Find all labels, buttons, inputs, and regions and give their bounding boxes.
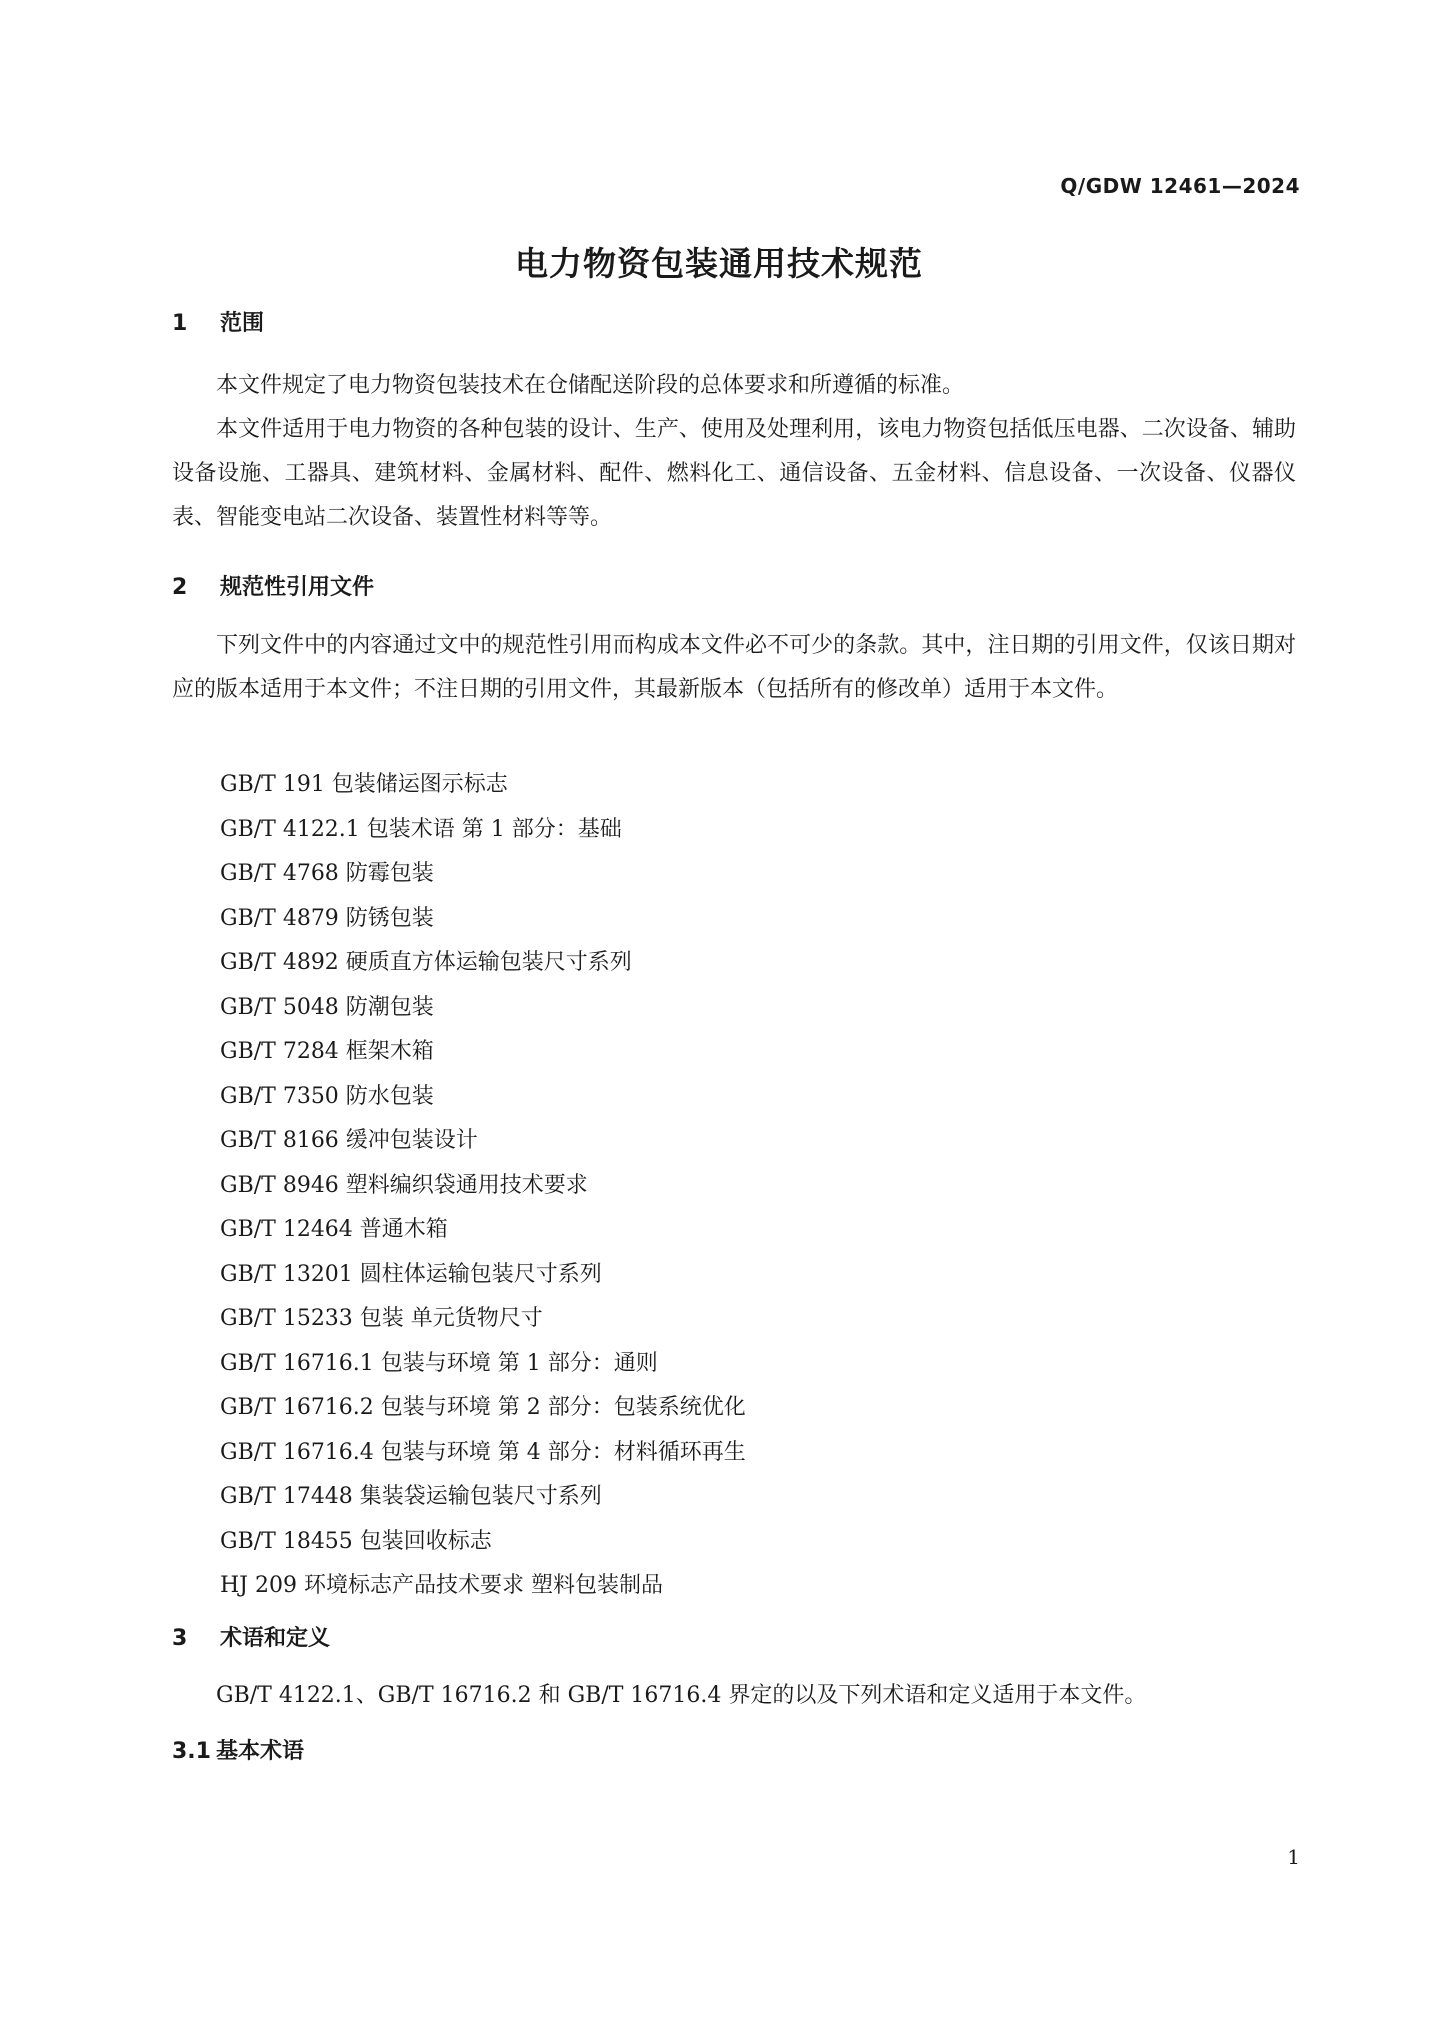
section-3-1-heading <box>172 1734 304 1765</box>
reference-item: GB/T 12464 普通木箱 <box>220 1217 448 1242</box>
reference-item: GB/T 4892 硬质直方体运输包装尺寸系列 <box>220 950 632 975</box>
reference-item: GB/T 17448 集装袋运输包装尺寸系列 <box>220 1484 602 1509</box>
reference-item: GB/T 16716.2 包装与环境 第 2 部分：包装系统优化 <box>220 1395 746 1420</box>
section-1-paragraph-2: 本文件适用于电力物资的各种包装的设计、生产、使用及处理利用，该电力物资包括低压电器、二次设备、辅助设备设施、工器具、建筑材料、金属材料、配件、燃料化工、通信设备、五金材料、信息设备、一次设备、仪器仪表、智能变电站二次设备、装置性材料等等。 <box>172 417 1296 530</box>
section-1-title: 范围 <box>220 311 265 336</box>
page-number: 1 <box>1287 1845 1300 1869</box>
section-2-intro: 下列文件中的内容通过文中的规范性引用而构成本文件必不可少的条款。其中，注日期的引用文件，仅该日期对应的版本适用于本文件；不注日期的引用文件，其最新版本（包括所有的修改单）适用于本文件。 <box>172 633 1296 702</box>
document-code: Q/GDW 12461—2024 <box>1060 174 1300 198</box>
reference-item: GB/T 4879 防锈包装 <box>220 905 434 931</box>
reference-item: GB/T 5048 防潮包装 <box>220 994 434 1020</box>
section-2-heading <box>172 570 374 601</box>
reference-item: GB/T 8946 塑料编织袋通用技术要求 <box>220 1172 588 1198</box>
reference-item: GB/T 15233 包装 单元货物尺寸 <box>220 1306 543 1331</box>
section-3-1-number: 3.1 <box>172 1739 211 1764</box>
section-2-number: 2 <box>172 575 188 600</box>
reference-item: GB/T 16716.4 包装与环境 第 4 部分：材料循环再生 <box>220 1439 746 1465</box>
section-3-title: 术语和定义 <box>220 1626 331 1651</box>
reference-item: GB/T 4768 防霉包装 <box>220 861 434 886</box>
section-3-intro: GB/T 4122.1、GB/T 16716.2 和 GB/T 16716.4 界定的以及下列术语和定义适用于本文件。 <box>216 1683 1147 1708</box>
document-title: 电力物资包装通用技术规范 <box>515 244 923 283</box>
reference-item: HJ 209 环境标志产品技术要求 塑料包装制品 <box>220 1573 663 1598</box>
reference-item: GB/T 13201 圆柱体运输包装尺寸系列 <box>220 1261 602 1287</box>
section-3-number: 3 <box>172 1626 188 1651</box>
section-3-1-title: 基本术语 <box>216 1739 305 1764</box>
section-1-paragraph-1: 本文件规定了电力物资包装技术在仓储配送阶段的总体要求和所遵循的标准。 <box>216 373 965 398</box>
reference-item: GB/T 4122.1 包装术语 第 1 部分：基础 <box>220 816 622 842</box>
reference-item: GB/T 191 包装储运图示标志 <box>220 772 508 797</box>
reference-item: GB/T 7284 框架木箱 <box>220 1039 434 1064</box>
section-2-title: 规范性引用文件 <box>220 575 375 600</box>
reference-item: GB/T 16716.1 包装与环境 第 1 部分：通则 <box>220 1350 658 1376</box>
reference-item: GB/T 18455 包装回收标志 <box>220 1528 492 1554</box>
reference-item: GB/T 7350 防水包装 <box>220 1083 434 1109</box>
section-1-heading <box>172 306 264 337</box>
reference-item: GB/T 8166 缓冲包装设计 <box>220 1128 478 1153</box>
reference-list <box>220 763 746 1609</box>
section-3-heading <box>172 1621 330 1652</box>
section-1-number: 1 <box>172 311 188 336</box>
